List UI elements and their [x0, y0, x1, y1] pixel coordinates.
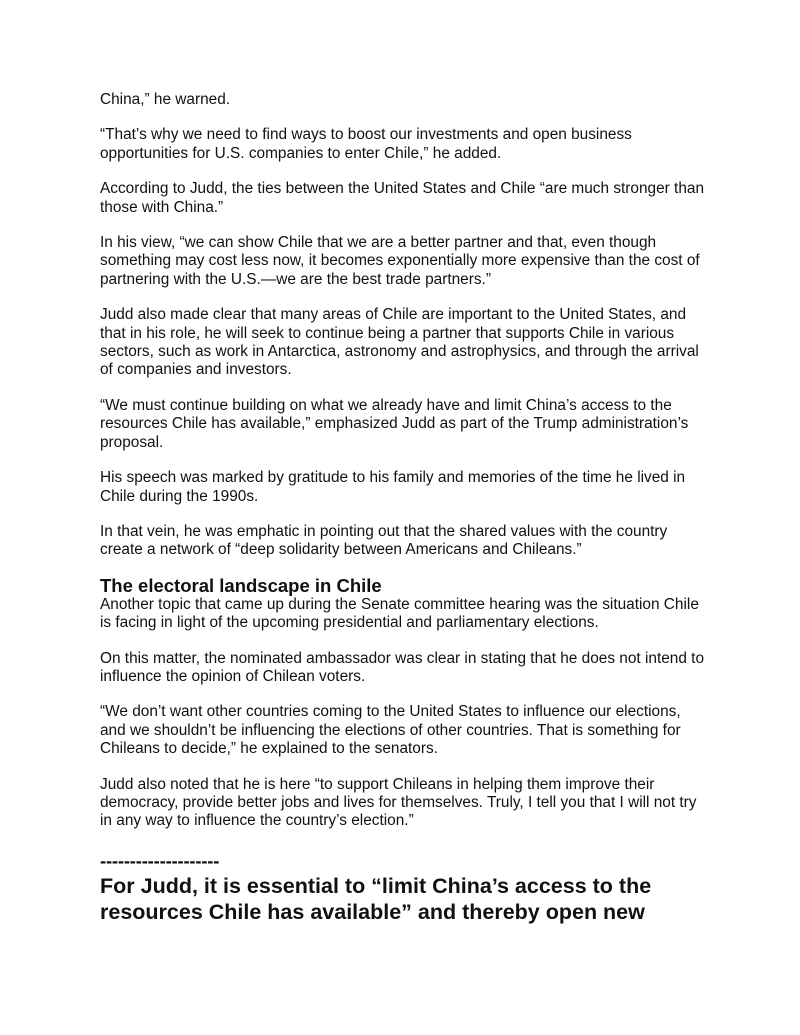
paragraph: China,” he warned. [100, 91, 231, 108]
paragraph: “We don’t want other countries coming to the United States to influence our elections, and we shouldn’t be influencing the elections of other countries. That is something for Chileans to decide,” he explained to the senators. [100, 703, 681, 758]
paragraph: “That’s why we need to find ways to boost our investments and open business opportunities for U.S. companies to enter Chile,” he added. [100, 126, 632, 162]
paragraph: “We must continue building on what we already have and limit China’s access to the resources Chile has available,” emphasized Judd as part of the Trump administration’s proposal. [100, 396, 689, 451]
paragraph: In his view, “we can show Chile that we are a better partner and that, even though something may cost less now, it becomes exponentially more expensive than the cost of partnering with the U.S.—we are the best trade partners.” [100, 234, 700, 288]
paragraph: In that vein, he was emphatic in pointing out that the shared values with the country create a network of “deep solidarity between Americans and Chileans.” [100, 522, 668, 559]
paragraph: Another topic that came up during the Senate committee hearing was the situation Chile is facing in light of the upcoming presidential and parliamentary elections. [100, 595, 699, 632]
paragraph: Judd also made clear that many areas of Chile are important to the United States, and that in his role, he will seek to continue being a partner that supports Chile in various sectors, such as work in Antarctica, astronomy and astrophysics, and through the arrival of companies and investors. [100, 306, 699, 379]
paragraph: On this matter, the nominated ambassador was clear in stating that he does not intend to influence the opinion of Chilean voters. [100, 649, 705, 685]
paragraph: According to Judd, the ties between the United States and Chile “are much stronger than those with China.” [100, 180, 705, 216]
section-heading: The electoral landscape in Chile [100, 574, 382, 596]
document-body [100, 91, 710, 925]
paragraph: Judd also noted that he is here “to support Chileans in helping them improve their democracy, provide better jobs and lives for themselves. Truly, I tell you that I will not try in any way to influence the country’s election.” [100, 775, 697, 830]
headline: For Judd, it is essential to “limit China’s access to the resources Chile has available” and thereby open new [100, 873, 652, 924]
divider-line: -------------------- [100, 849, 220, 871]
paragraph: His speech was marked by gratitude to his family and memories of the time he lived in Chile during the 1990s. [100, 469, 686, 505]
